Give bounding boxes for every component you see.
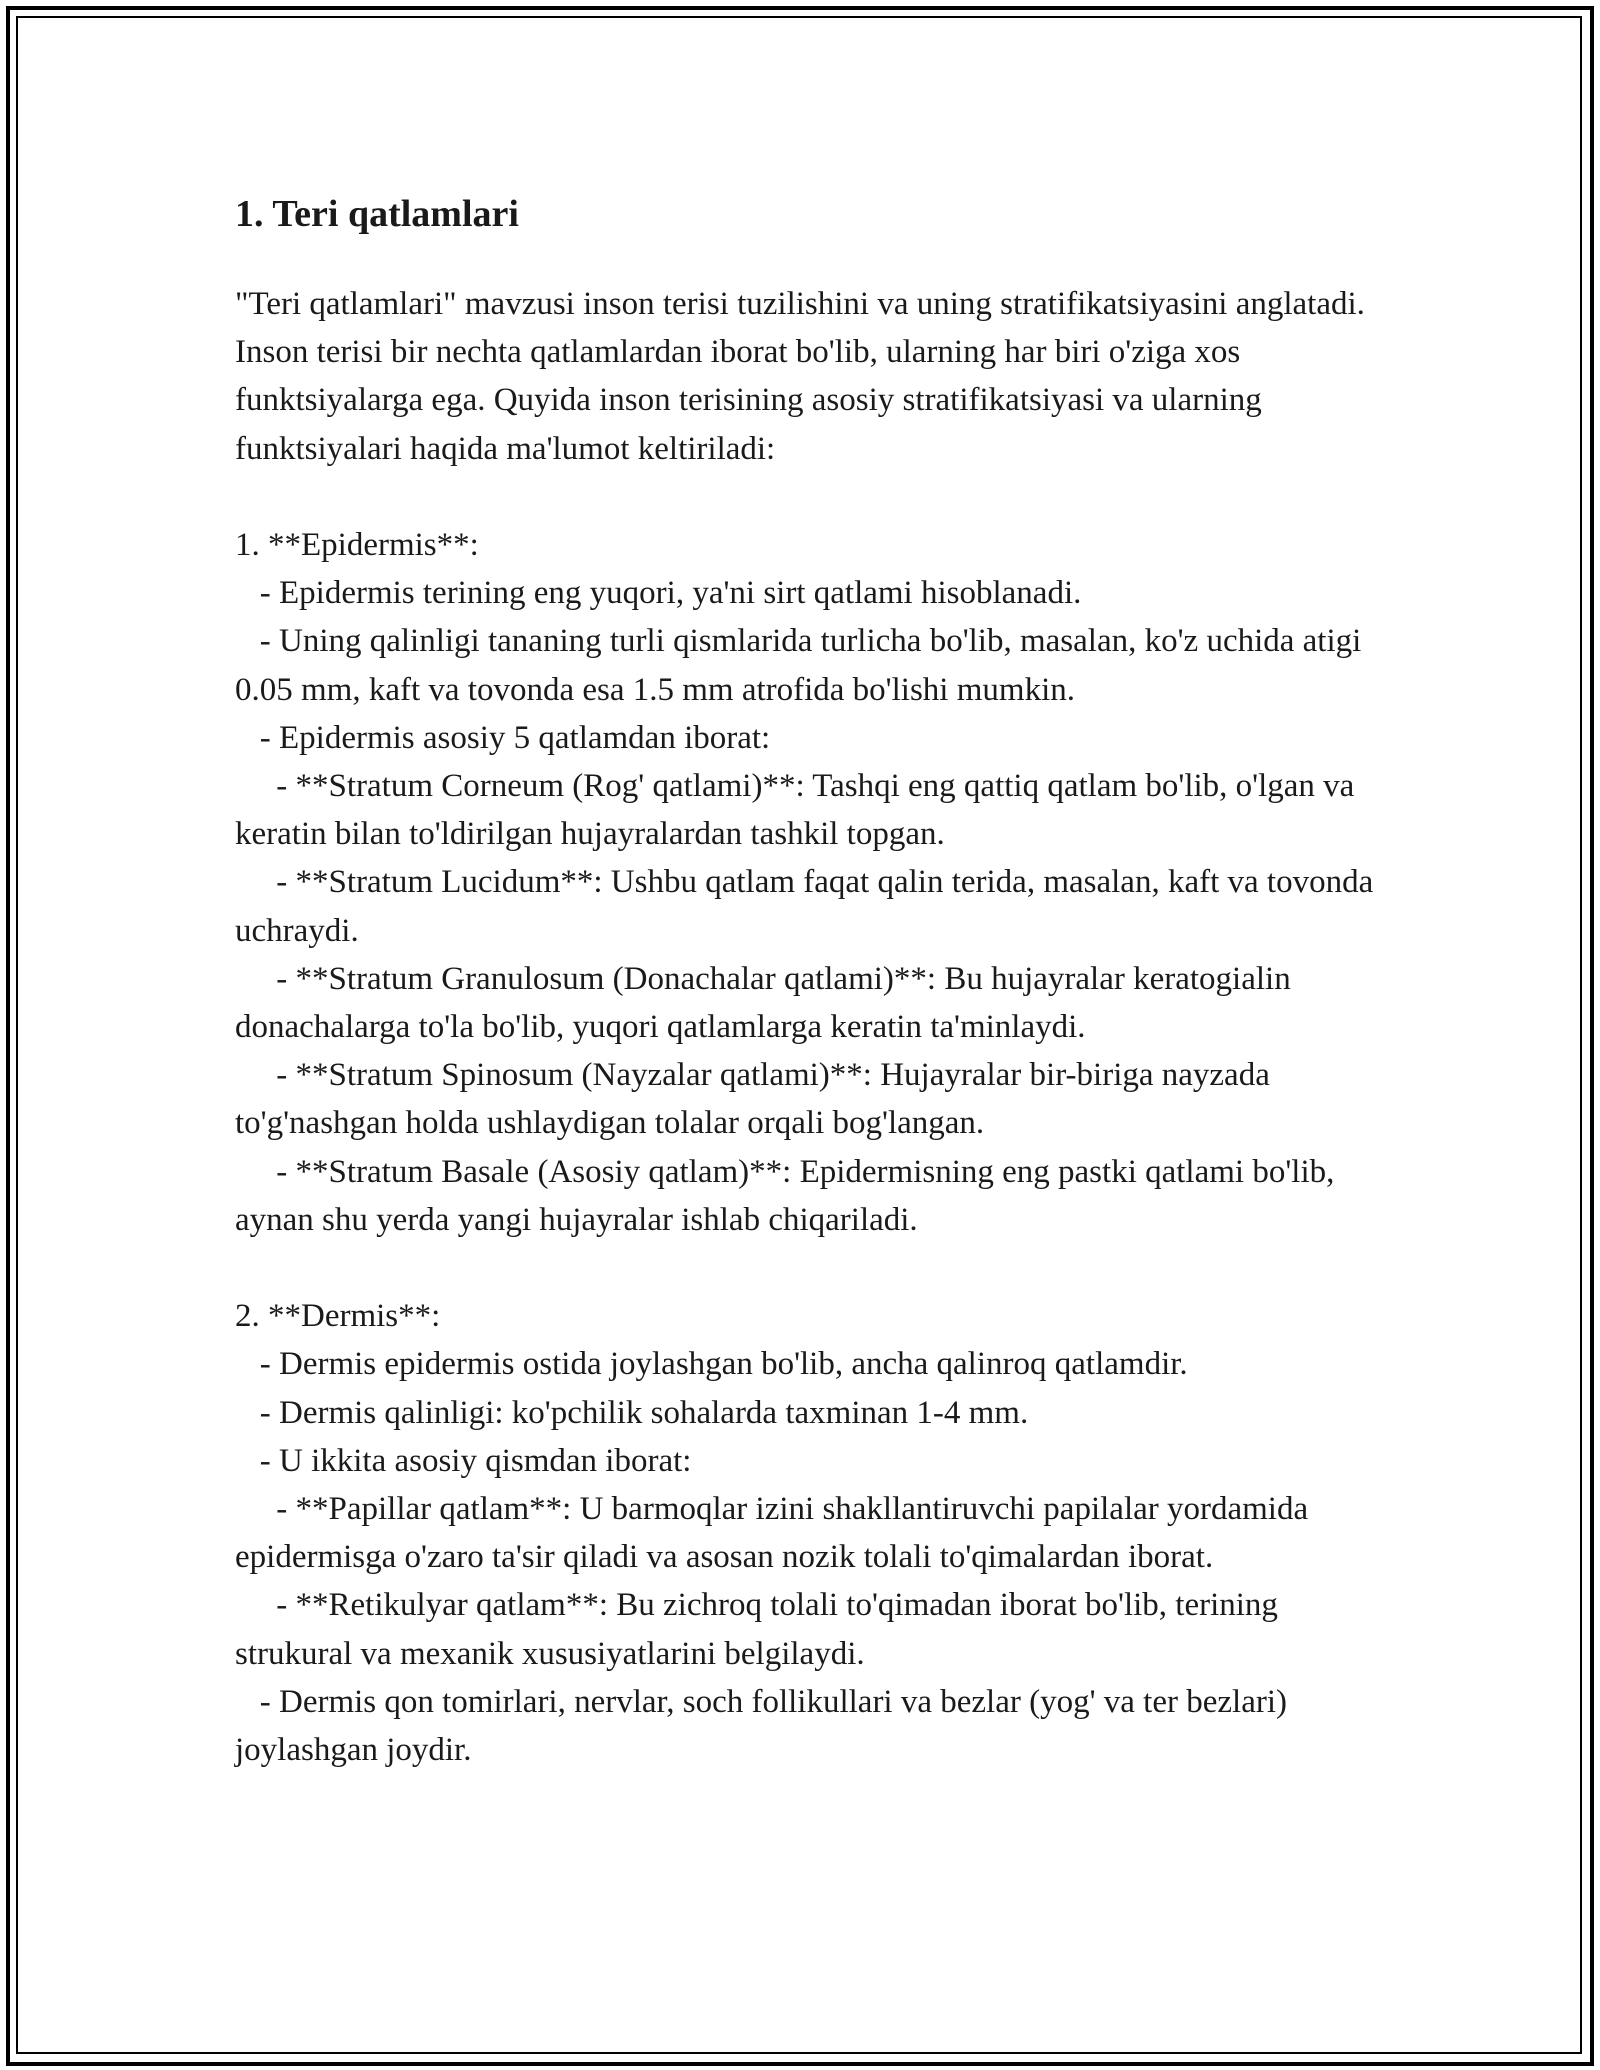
sub-list-item: - **Stratum Basale (Asosiy qatlam)**: Epidermisning eng pastki qatlami bo'lib, aynan shu yerda yangi hujayralar ishlab chiqariladi.	[235, 1153, 1343, 1238]
list-item: - Uning qalinligi tananing turli qismlarida turlicha bo'lib, masalan, ko'z uchida atigi 0.05 mm, kaft va tovonda esa 1.5 mm atrofida bo'lishi mumkin.	[235, 623, 1370, 708]
document-body	[235, 186, 1385, 1774]
section-heading: 2. **Dermis**:	[235, 1298, 441, 1335]
list-item: - U ikkita asosiy qismdan iborat:	[235, 1442, 692, 1479]
sub-list-item: - **Papillar qatlam**: U barmoqlar izini shakllantiruvchi papilalar yordamida epidermisga o'zaro ta'sir qiladi va asosan nozik tolali to'qimalardan iborat.	[235, 1491, 1317, 1576]
sub-list-item: - **Stratum Lucidum**: Ushbu qatlam faqat qalin terida, masalan, kaft va tovonda uchraydi.	[235, 864, 1382, 949]
section-epidermis	[235, 521, 1385, 1244]
list-item: - Epidermis asosiy 5 qatlamdan iborat:	[235, 719, 771, 756]
list-item: - Epidermis terining eng yuqori, ya'ni sirt qatlami hisoblanadi.	[235, 575, 1082, 612]
list-item: - Dermis qon tomirlari, nervlar, soch follikullari va bezlar (yog' va ter bezlari) joylashgan joydir.	[235, 1683, 1296, 1769]
sub-list-item: - **Stratum Corneum (Rog' qatlami)**: Tashqi eng qattiq qatlam bo'lib, o'lgan va keratin bilan to'ldirilgan hujayralardan tashkil topgan.	[235, 768, 1363, 853]
list-item: - Dermis qalinligi: ko'pchilik sohalarda taxminan 1-4 mm.	[235, 1394, 1029, 1431]
section-heading: 1. **Epidermis**:	[235, 527, 479, 563]
document-title: 1. Teri qatlamlari	[235, 193, 519, 235]
sub-list-item: - **Stratum Spinosum (Nayzalar qatlami)**: Hujayralar bir-biriga nayzada to'g'nashgan holda ushlaydigan tolalar orqali bog'langan.	[235, 1057, 1279, 1142]
section-dermis	[235, 1292, 1385, 1774]
sub-list-item: - **Stratum Granulosum (Donachalar qatlami)**: Bu hujayralar keratogialin donachalarga to'la bo'lib, yuqori qatlamlarga keratin ta'minlaydi.	[235, 960, 1299, 1046]
list-item: - Dermis epidermis ostida joylashgan bo'lib, ancha qalinroq qatlamdir.	[235, 1346, 1188, 1383]
sub-list-item: - **Retikulyar qatlam**: Bu zichroq tolali to'qimadan iborat bo'lib, terining strukural va mexanik xususiyatlarini belgilaydi.	[235, 1587, 1287, 1672]
intro-paragraph: "Teri qatlamlari" mavzusi inson terisi tuzilishini va uning stratifikatsiyasini anglatadi. Inson terisi bir nechta qatlamlardan iborat bo'lib, ularning har biri o'ziga xos funktsiyalarga ega. Quyida inson terisining asosiy stratifikatsiyasi va ularning funktsiyalari haqida ma'lumot keltiriladi:	[235, 286, 1374, 467]
